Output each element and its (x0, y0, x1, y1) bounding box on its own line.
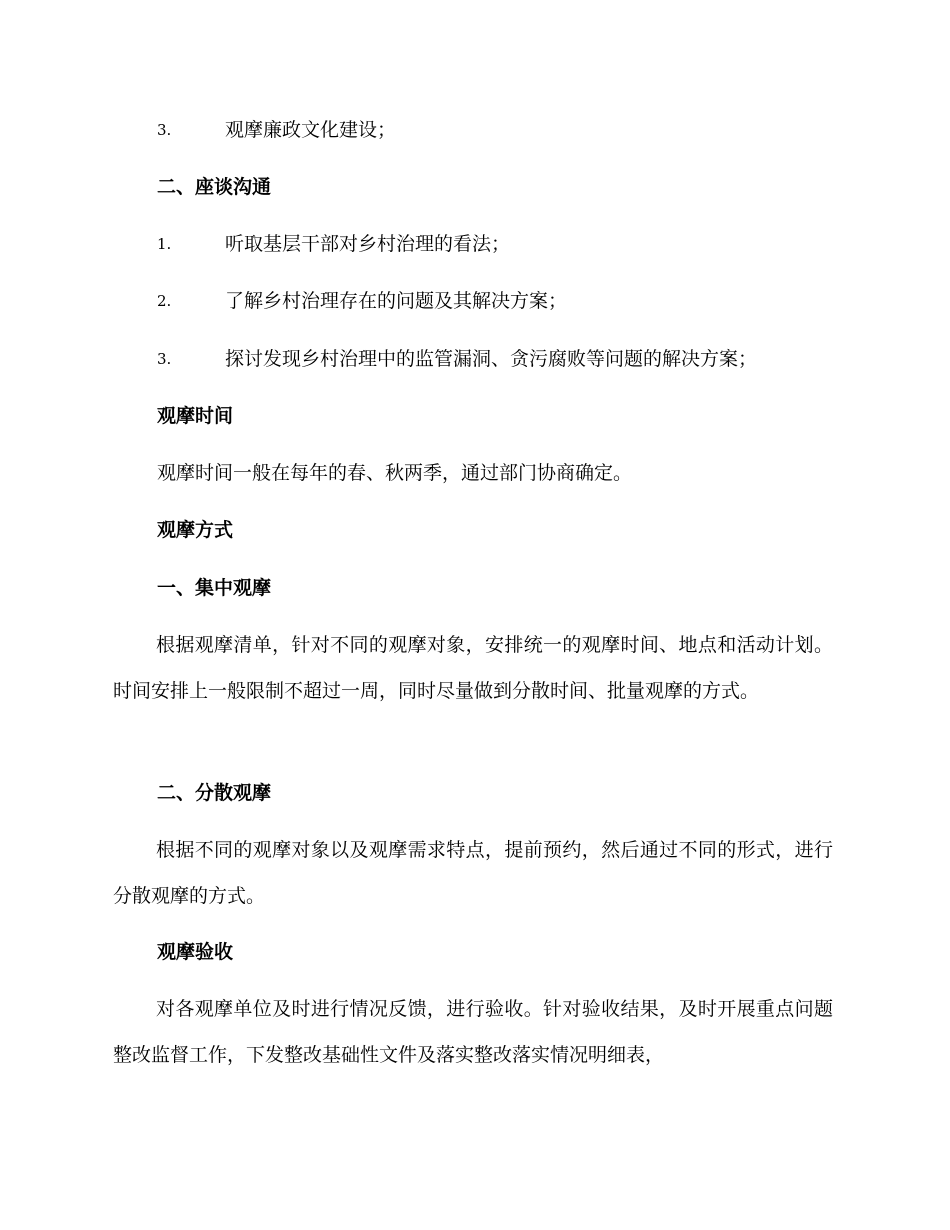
section-heading-communication: 二、座谈沟通 (157, 176, 272, 198)
list-item-number: 1. (157, 235, 172, 253)
acceptance-paragraph: 对各观摩单位及时进行情况反馈，进行验收。针对验收结果，及时开展重点问题整改监督工作，下发整改基础性文件及落实整改落实情况明细表， (113, 998, 833, 1066)
section-heading-observation-method: 观摩方式 (157, 519, 234, 541)
section-heading-observation-time: 观摩时间 (157, 405, 234, 427)
list-item-text: 听取基层干部对乡村治理的看法； (225, 233, 511, 255)
dispersed-observation-paragraph: 根据不同的观摩对象以及观摩需求特点，提前预约，然后通过不同的形式，进行分散观摩的方式。 (113, 839, 833, 907)
concentrated-observation-paragraph: 根据观摩清单，针对不同的观摩对象，安排统一的观摩时间、地点和活动计划。时间安排上一般限制不超过一周，同时尽量做到分散时间、批量观摩的方式。 (113, 634, 833, 702)
list-item-text: 了解乡村治理存在的问题及其解决方案； (225, 290, 568, 312)
subsection-heading-concentrated: 一、集中观摩 (157, 577, 272, 599)
observation-time-text: 观摩时间一般在每年的春、秋两季，通过部门协商确定。 (157, 462, 633, 484)
section-heading-acceptance: 观摩验收 (157, 941, 234, 963)
list-item-number: 2. (157, 292, 172, 310)
list-item-number: 3. (157, 350, 172, 368)
list-item-text: 观摩廉政文化建设； (225, 119, 397, 141)
list-item-text: 探讨发现乡村治理中的监管漏洞、贪污腐败等问题的解决方案； (225, 348, 758, 370)
subsection-heading-dispersed: 二、分散观摩 (157, 782, 272, 804)
list-item-number: 3. (157, 121, 172, 139)
